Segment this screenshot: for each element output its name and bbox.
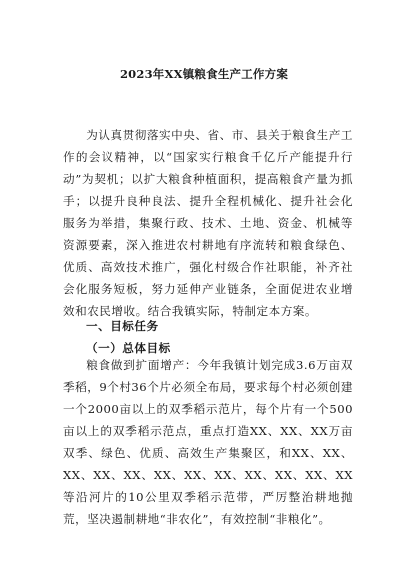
document-title: 2023年XX镇粮食生产工作方案 [119,67,289,81]
intro-paragraph: 为认真贯彻落实中央、省、市、县关于粮食生产工作的会议精神，以“国家实行粮食千亿斤产能提升行动”为契机；以扩大粮食种植面积，提高粮食产量为抓手；以提升良种良法、提升全程机械化、提升社会化服务为举措，集聚行政、技术、土地、资金、机械等资源要素，深入推进农村耕地有序流转和粮食绿色、优质、高效技术推广，强化村级合作社职能，补齐社会化服务短板，努力延伸产业链条，全面促进农业增效和农民增收。结合我镇实际，特制定本方案。 [63,128,353,318]
section-heading-goals: 一、目标任务 [86,319,159,333]
subsection-heading-overall-goal: （一）总体目标 [86,341,171,355]
goal-paragraph: 粮食做到扩面增产：今年我镇计划完成3.6万亩双季稻，9个村36个片必须全布局，要求每个村必须创建一个2000亩以上的双季稻示范片，每个片有一个500亩以上的双季稻示范点，重点打造XX、XX、XX万亩双季、绿色、优质、高效生产集聚区，和XX、XX、XX、XX、XX、XX、XX、XX、XX、XX、XX、XX等沿河片的10公里双季稻示范带，严厉整治耕地抛荒，坚决遏制耕地“非农化”，有效控制“非粮化”。 [63,358,353,526]
intro-section [63,124,353,322]
goal-section [63,354,353,530]
